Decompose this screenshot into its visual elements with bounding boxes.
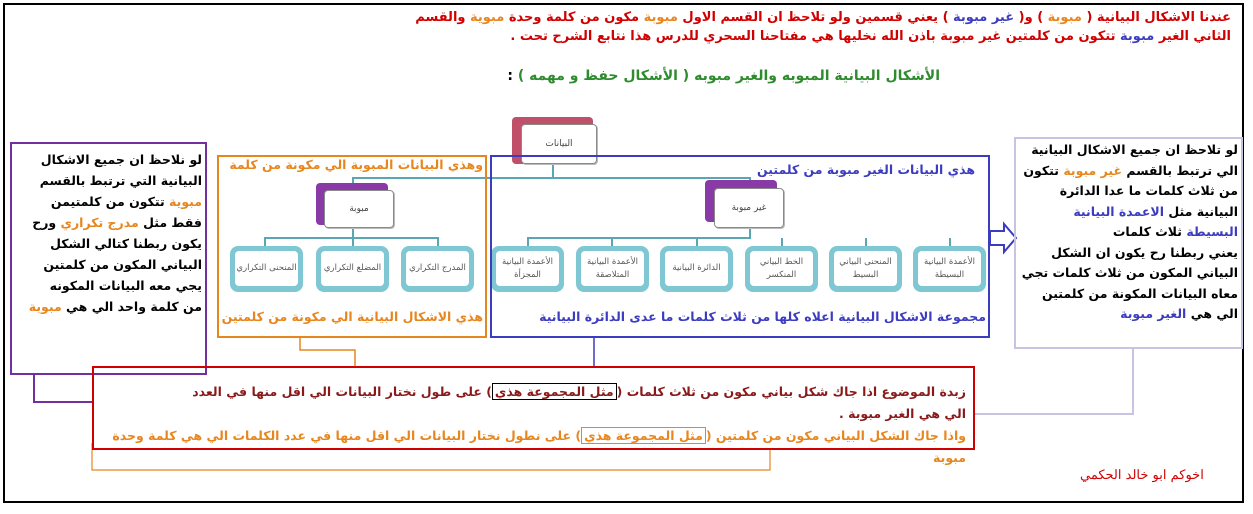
intro-line-1: عندنا الاشكال البيانية ( مبوبة ) و( غير مبوبة ) يعني قسمين ولو تلاحظ ان القسم الاول مبوبة مكون من كلمة وحدة مبوية والقسم [415, 10, 1231, 25]
summary-line-1: زبدة الموضوع اذا جاك شكل بياني مكون من ثلاث كلمات (مثل المجموعة هذي) على طول نختار البيانات الي اقل منها في العدد [192, 384, 966, 399]
leaf-frequency-curve: المنحنى التكراري [230, 246, 303, 292]
section-title: الأشكال البيانية المبوبه والغير مبوبه ( الأشكال حفظ و مهمه ) : [507, 68, 940, 84]
summary-highlight-three-words: مثل المجموعة هذي [492, 383, 617, 400]
root-node: البيانات [521, 124, 597, 164]
leaf-frequency-polygon: المضلع التكراري [316, 246, 389, 292]
leaf-segmented-bars: الأعمدة البيانية المجزأة [491, 246, 564, 292]
untabulated-node: غير مبوبة [714, 188, 784, 228]
orange-top-label: وهذي البيانات المبوبة الي مكونة من كلمة [229, 157, 483, 172]
leaf-broken-line: الخط البياني المنكسر [745, 246, 818, 292]
summary-line-2: الي هي الغير مبوبة . [839, 406, 966, 421]
intro-line-2: الثاني الغير مبوبة تتكون من كلمتين غير مبوبة باذن الله نخليها هي مفتاحنا السحري للدرس هذا نتابع الشرح تحت . [510, 29, 1231, 44]
tabulated-node: مبوبة [324, 190, 394, 228]
blue-bottom-label: مجموعة الاشكال البيانية اعلاه كلها من ثلاث كلمات ما عدى الدائرة البيانية [539, 309, 986, 324]
leaf-simple-bars: الأعمدة البيانية البسيطة [913, 246, 986, 292]
summary-text [100, 381, 966, 469]
signature: اخوكم ابو خالد الحكمي [1080, 468, 1204, 483]
leaf-histogram: المدرج التكراري [401, 246, 474, 292]
leaf-pie-chart: الدائرة البيانية [660, 246, 733, 292]
blue-top-label: هذي البيانات الغير مبوبة من كلمتين [757, 162, 975, 177]
summary-line-3: واذا جاك الشكل البياني مكون من كلمتين (مثل المجموعة هذي) على نطول نختار البيانات الي اقل منها في عدد الكلمات الي هي كلمة وحدة مبوبة [112, 428, 966, 465]
summary-highlight-two-words: مثل المجموعة هذي [581, 427, 706, 444]
left-note-text: لو نلاحظ ان جميع الاشكال البيانية التي ترتبط بالقسم مبوية تتكون من كلمتيمن فقط مثل مدرج تكراري ورح يكون ربطنا كتالي الشكل البياني المكون من كلمتين يجي معه البيانات المكونه من كلمة واحد الي هي مبوبة [28, 152, 202, 314]
right-note-text: لو تلاحظ ان جميع الاشكال البيانية الي ترتبط بالقسم غير مبوبة تتكون من ثلاث كلمات ما عدا الدائرة البيانية مثل الاعمدة البيانية البسيطة ثلاث كلمات يعني ربطنا رح يكون ان الشكل البياني المكون من ثلاث كلمات تجي معاه البيانات المكونة من كلمتين الي هي الغير مبوبة [1021, 142, 1238, 321]
orange-bottom-label: هذي الاشكال البيانية الي مكونة من كلمتين [221, 309, 483, 324]
leaf-adjacent-bars: الأعمدة البيانية المتلاصقة [576, 246, 649, 292]
leaf-simple-curve: المنحنى البياني البسيط [829, 246, 902, 292]
